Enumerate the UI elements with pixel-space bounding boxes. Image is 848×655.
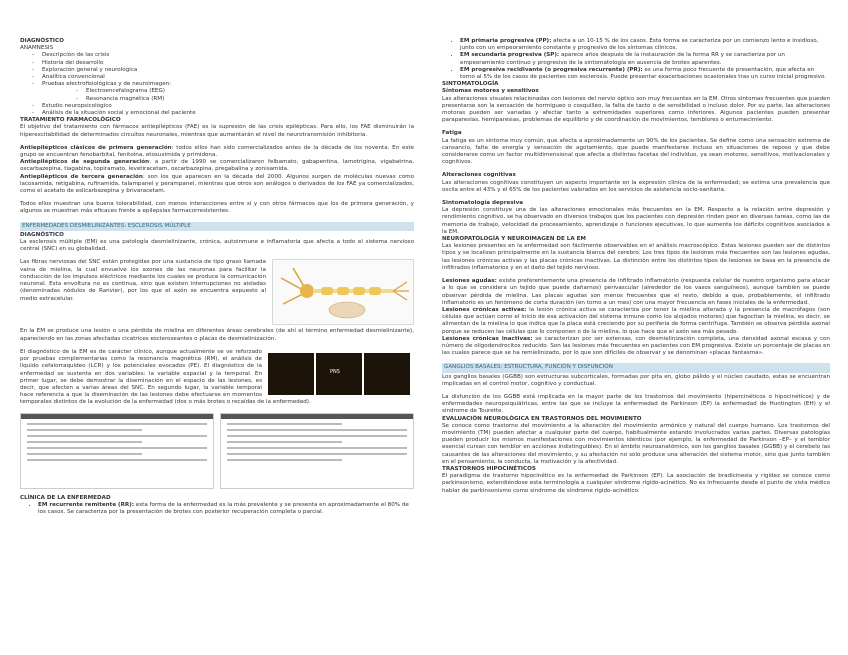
hipo-text: El paradigma de trastorno hipocinético es la enfermedad de Parkinson (EP). La asociación de bradicinesia y rigidez se conoce como parkinsonismo, extendiéndose esta terminología a cualquier síndrome rígido-acinético. No es infrecuente desde el punto de vista médico hablar de parkinsonismo como síndrome de síndrome rígido-acinético.: [442, 473, 830, 494]
sint-title: SINTOMATOLOGÍA: [442, 81, 499, 88]
list-item: • EM recurrente remitente (RR): esta forma de la enfermedad es la más prevalente y se presenta en aproximadamente el 80% de los casos. Se caracteriza por la presentación de brotes con posterior recuperación completa o parcial.: [38, 502, 414, 516]
em-definition: La esclerosis múltiple (EM) es una patología desmielinizante, crónica, autoinmune e inflamatoria que afecta a todo el sistema nervioso central (SNC) en su globalidad.: [20, 239, 414, 253]
motores-text: Las alteraciones visuales relacionadas con lesiones del nervio óptico son muy frecuentes en la EM. Otros síntomas frecuentes que pueden presentarse son la sensación de hormigueo o cosquilleo, la falta de tacto o de sensibilidad o incluso dolor. Por su parte, las alteraciones motoras pueden ser variadas y afectar tanto a extremidades superiores como inferiores. Algunos pacientes pueden presentar paraparesias, hemiparesias, problemas de equilibrio y de coordinación de movimientos, temblores o entumecimiento.: [442, 95, 830, 124]
em-forms-list: [442, 38, 830, 81]
lesiones-paragraph: Lesiones agudas: existe preferentemente una presencia de infiltrado inflamatorio (respuesta celular de nuestro organismo para atacar a lo que se considera un tejido que puede dañarnos) perivascular (alrededor de los vasos sanguíneos), aunque también se puede observar pérdida de mielina. Las placas agudas son menos frecuentes que el resto, debido a que, probablemente, el infiltrado inflamatorio es un fenómeno de corta duración (en torno a un mes) con una mayor frecuencia en fases iniciales de la enfermedad. Lesiones crónicas activas: la lesión crónica activa se caracteriza por tener la mielina alterada y la presencia de macrófagos (son células que actúan como el inicio de esa activación del sistema inmune como los alojados motores) que fagocitan la mielina, es decir, se alimentan de la mielina lo que indica que la placa está creciendo por su periferia de forma centrífuga. También se observa pérdida axonal porque se reducen las células que lo componen o de la mielina, lo que hace que el axón sea más pesado. Lesiones crónicas inactivas: se caracterizan por ser extensas, con desmielinización completa, una densidad axonal escasa y con número de oligodendrocitos reducido. Son las lesiones más frecuentes en pacientes con EM progresiva. Existe un porcentaje de placas en las cuales parece que se ha remielinizado, por lo que son difíciles de observar y se denominan «placas fantasma».: [442, 278, 831, 357]
list-item: • EM secundaria progresiva (SP): aparece años después de la instauración de la forma RR y se caracteriza por un empeoramiento continuo y progresivo de la sintomatología en ausencia de brotes aparentes.: [460, 52, 830, 66]
clinica-list: [20, 502, 414, 516]
gb-section-header: GANGLIOS BASALES: ESTRUCTURA, FUNCIÓN Y DISFUNCIÓN: [442, 363, 830, 372]
fatiga-text: La fatiga es un síntoma muy común, que afecta a aproximadamente un 90% de los pacientes. Se define como una sensación extrema de cansancio, falta de energía y sensación de agotamiento, que puede manifestarse incluso en situaciones de reposo y que debe considerarse como un factor multidimensional que afecta a distintas facetas del individuo, ya sean motores, sensitivos, motivacionales y cognitivos.: [442, 137, 830, 166]
lesion-text: En la EM se produce una lesión o una pérdida de mielina en diferentes áreas cerebrales (de ahí el término enfermedad desmielinizante), apareciendo en las zonas afectadas cicatrices escleroseantes o placas de desmielinización.: [20, 328, 414, 342]
neuron-illustration: [273, 260, 413, 324]
disfuncion-text: La disfunción de los GGBB está implicada en la mayor parte de los trastornos del movimiento (hipercinéticos o hipocinéticos) y de enfermedades neuropsiquiátricas, entre las que se incluye la enfermedad de Parkinson (EP) la enfermedad de Huntington (EH) y el síndrome de Tourette.: [442, 393, 830, 415]
generations-paragraph: Antiepilépticos clásicos de primera generación: todos ellos han sido comercializados antes de la década de los noventa. En este grupo se encuentran fenobarbital, fenitoína, etosuximida y primidona. Antiepilépticos de segunda generación: a partir de 1990 se comercializaron felbamato, gabapentina, lamotrigina, vigabatrina, oxcarbazepina, tiagabina, topiramato, levetiracetam, oxcarbazepina, pregabalina y zonisamida. Antiepilépticos de tercera generación: son los que aparecen en la década del 2000. Algunos surgen de moléculas nuevas como lacosamida, retigabina, rufinamida, talampanel y perampanel, mientras que otros son análogos o derivados de los FAE ya comercializados, como el acetato de eslicarbazepina y brivaracetam.: [20, 144, 415, 195]
criteria-table: [220, 413, 414, 489]
em-diag-title: DIAGNÓSTICO: [20, 231, 64, 238]
criteria-table: [20, 413, 214, 489]
left-column: [20, 38, 414, 516]
list-item: - Análisis de la situación social y emocional del paciente: [42, 110, 414, 117]
neuropat-title: NEUROPATOLOGÍA Y NEUROIMAGEN DE LA EM: [442, 236, 586, 243]
motores-title: Síntomas motores y sensitivos: [442, 88, 539, 95]
afect-title: Sintomatología depresiva: [442, 200, 523, 207]
fatiga-title: Fatiga: [442, 130, 462, 137]
list-item: - Electroencefalograma (EEG): [86, 88, 414, 95]
gb-text: Los ganglios basales (GGBB) son estructuras subcorticales, formadas por pita en, globo pálido y el núcleo caudado, estas se encuentran implicadas en el control motor, cognitivo y conductual.: [442, 373, 830, 387]
microscopy-image: [364, 353, 410, 395]
neuron-figure: [272, 259, 414, 325]
diag-sublist: [42, 88, 414, 102]
todos-text: Todos ellos muestran una buena tolerabilidad, con menos interacciones entre sí y con otros fármacos que los de primera generación, y algunos se muestran más eficaces frente a epilepsias farmacorresistentes.: [20, 201, 414, 215]
neuropat-text: Las lesiones presentes en la enfermedad son fácilmente observables en el análisis macroscópico. Estas lesiones pueden ser de distintos tipos y se localizan principalmente en la sustancia blanca del cerebro. Los tres tipos de lesiones más frecuentes son las lesiones agudas, las lesiones crónicas activas y las placas crónicas inactivas. La distinción entre los distintos tipos de lesiones se basa en la presencia de infiltrados inflamatorios y en el daño del tejido nervioso.: [442, 243, 830, 271]
clinica-title: CLÍNICA DE LA ENFERMEDAD: [20, 494, 111, 501]
diagnostico-text: El diagnóstico de la EM es de carácter clínico, aunque actualmente se ve reforzado por pruebas complementarias como la resonancia magnética (RM), el análisis de líquido cefalorraquídeo (LCR) y los potenciales evocados (PE). El diagnóstico de la enfermedad se sustenta en dos variables: la variable espacial y la temporal. En primer lugar, se debe demostrar la diseminación en el espacio de las lesiones, es decir, que afecten a varias áreas del SNC. En segundo lugar, la variable temporal hace referencia a que la diseminación de las lesiones debe efectuarse en momentos temporales distintos de la evolución de la enfermedad (dos o más brotes o recaídas de la enfermedad).: [20, 348, 311, 406]
right-column: [442, 38, 830, 495]
list-item: • EM progresiva recidivante (o progresiva recurrente) (PR): es una forma poco frecuente de presentación, que afecta en torno al 5% de los casos de pacientes con esclerosis. Puede presentar exacerbaciones ocasionales tras un curso inicial progresivo.: [460, 67, 830, 81]
tto-text: El objetivo del tratamiento con fármacos antiepilépticos (FAE) es la supresión de las crisis epilépticas. Para ello, los FAE disminuirán la hiperexcitabilidad de determinados circuitos neuronales, mientras que aumentarán el nivel de neurotransmisión inhibitoria.: [20, 124, 414, 138]
diag-list: [20, 52, 414, 117]
afect-text: La depresión constituye una de las alteraciones emocionales más frecuentes en la EM. Respecto a la relación entre depresión y rendimiento cognitivo, se ha observado en diversos trabajos que los pacientes con depresión rinden peor en diversas tareas, como las de memoria de trabajo, velocidad de procesamiento, aprendizaje o funciones ejecutivas, lo que aumenta los déficits cognitivos asociados a la EM.: [442, 207, 830, 235]
em-section-header: ENFERMEDADES DESMIELINIZANTES: ESCLEROSIS MÚLTIPLE: [20, 222, 414, 231]
list-item: - Descripción de las crisis: [42, 52, 414, 59]
list-item: - Exploración general y neurológica: [42, 67, 414, 74]
fibras-text: Las fibras nerviosas del SNC están protegidas por una sustancia de tipo graso llamada vaina de mielina, la cual envuelve los axones de las neuronas para facilitar la conducción de los impulsos eléctricos mediante los cuales se produce la comunicación neuronal. Esta envoltura no es continua, sino que existen interrupciones no aisladas (denominadas nódulos de Ranvier), por los que el axón se encuentra expuesto al medio extracelular.: [20, 259, 266, 302]
list-item: - Historia del desarrollo: [42, 60, 414, 67]
list-item: - Analítica convencional: [42, 74, 414, 81]
list-item: - Estudio neuropsicológico: [42, 103, 414, 110]
microscopy-figure: [268, 353, 414, 395]
list-item: - Resonancia magnética (RM): [86, 96, 414, 103]
anamnesis-label: ANAMNESIS: [20, 45, 54, 52]
evaluacion-title: EVALUACIÓN NEUROLÓGICA EN TRASTORNOS DEL MOVIMIENTO: [442, 415, 642, 422]
list-item: - Pruebas electrofisiológicas y de neuroimagen: - Electroencefalograma (EEG) - Resonancia magnética (RM): [42, 81, 414, 103]
evaluacion-text: Se conoce como trastorno del movimiento a la alteración del movimiento armónico y natural del cuerpo humano. Los trastornos del movimiento (TM) pueden afectar a cualquier parte del cuerpo, habitualmente estando involucrados varias partes. Diversas patologías pueden producir los mismos manifestaciones con movimientos idénticos (por ejemplo, la enfermedad de Parkinson –EP– y el temblor esencial cursan con temblor en acciones indistinguibles). En el ámbito neuroanatómico, son los ganglios basales (GGBB) y el cerebelo las causantes de las alteraciones del movimiento, y su afectación no solo produce una alteración del sistema motor, sino que junto también en el pensamiento, la conducta, la motivación y la afectividad.: [442, 422, 830, 465]
cog-text: Las alteraciones cognitivas constituyen un aspecto importante en la expresión clínica de la enfermedad; se estima una prevalencia que oscila entre el 43% y el 65% de los pacientes valorados en los servicios de asistencia socio-sanitaria.: [442, 179, 830, 193]
cog-title: Alteraciones cognitivas: [442, 172, 516, 179]
tto-title: TRATAMIENTO FARMACOLÓGICO: [20, 117, 121, 124]
criteria-tables: [20, 413, 414, 489]
diag-title: DIAGNÓSTICO: [20, 38, 64, 44]
hipo-title: TRASTORNOS HIPOCINÉTICOS: [442, 465, 536, 472]
microscopy-image: PNS: [316, 353, 362, 395]
microscopy-image: [268, 353, 314, 395]
list-item: • EM primaria progresiva (PP): afecta a un 10-15 % de los casos. Esta forma se caracteriza por un comienzo lento e insidioso, junto con un empeoramiento constante y progresivo de los síntomas clínicos.: [460, 38, 830, 52]
